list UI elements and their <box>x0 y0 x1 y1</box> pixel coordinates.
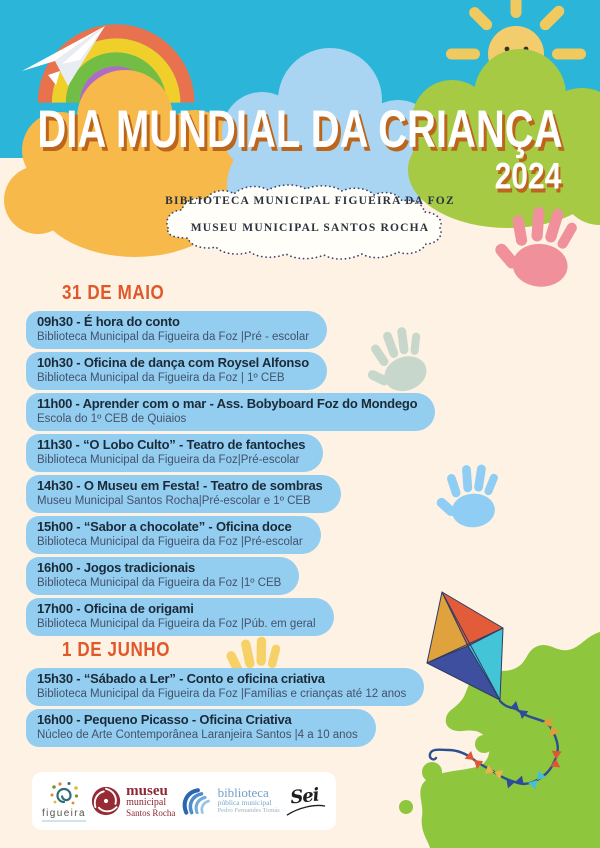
event-pill <box>26 311 327 349</box>
museu-logo-line3: Santos Rocha <box>126 807 176 818</box>
biblioteca-logo-line2: pública municipal <box>217 798 272 807</box>
section-june-1 <box>26 638 424 750</box>
event-pill <box>26 434 323 472</box>
museu-logo-line1: museu <box>126 782 168 799</box>
museu-logo-line2: municipal <box>126 796 167 808</box>
event-title: 10h30 - Oficina de dança com Roysel Alfonso <box>37 355 309 370</box>
event-title: 11h30 - “O Lobo Culto” - Teatro de fantoches <box>37 437 306 452</box>
event-details: Biblioteca Municipal da Figueira da Foz |Pré-escolar <box>37 536 303 548</box>
biblioteca-wave-icon <box>180 785 214 817</box>
poster-title: DIA MUNDIAL DA CRIANÇA <box>37 101 563 160</box>
organizer-line-1: BIBLIOTECA MUNICIPAL FIGUEIRA DA FOZ <box>165 195 455 207</box>
figueira-logo <box>42 781 86 822</box>
event-title: 16h00 - Pequeno Picasso - Oficina Criativa <box>37 712 292 727</box>
section-heading: 31 DE MAIO <box>62 281 165 304</box>
sei-logo-text: Sei <box>289 784 320 808</box>
section-may-31 <box>26 281 435 639</box>
poster-year: 2024 <box>494 156 562 198</box>
event-pill <box>26 598 334 636</box>
event-title: 15h30 - “Sábado a Ler” - Conto e oficina criativa <box>37 671 325 686</box>
event-details: Museu Municipal Santos Rocha|Pré-escolar e 1º CEB <box>37 495 311 507</box>
bubble-cloud-outline <box>158 180 462 262</box>
handprint-blue-icon <box>430 445 516 538</box>
event-details: Biblioteca Municipal da Figueira da Foz | 1º CEB <box>37 372 285 384</box>
event-title: 09h30 - É hora do conto <box>37 314 180 329</box>
event-title: 17h00 - Oficina de origami <box>37 601 194 616</box>
event-pill <box>26 352 327 390</box>
event-pill <box>26 668 424 706</box>
event-details: Biblioteca Municipal da Figueira da Foz |1º CEB <box>37 577 282 589</box>
biblioteca-logo-line1: biblioteca <box>217 785 269 800</box>
sei-logo <box>283 786 327 815</box>
event-details: Biblioteca Municipal da Figueira da Foz |Púb. em geral <box>37 618 316 630</box>
event-title: 11h00 - Aprender com o mar - Ass. Bobyboard Foz do Mondego <box>37 396 418 411</box>
organizers-bubble <box>158 180 462 262</box>
event-pill <box>26 557 299 595</box>
kite-icon <box>427 592 503 700</box>
event-pill <box>26 709 376 747</box>
section-heading: 1 DE JUNHO <box>62 638 171 661</box>
logo-card <box>32 772 336 830</box>
event-details: Biblioteca Municipal da Figueira da Foz |Pré - escolar <box>37 331 310 343</box>
museu-municipal-logo <box>90 782 176 818</box>
event-pill <box>26 393 435 431</box>
organizer-line-2: MUSEU MUNICIPAL SANTOS ROCHA <box>190 222 430 234</box>
event-details: Biblioteca Municipal da Figueira da Foz|Pré-escolar <box>37 454 300 466</box>
museu-pinwheel-icon <box>90 785 122 817</box>
figueira-logo-text: figueira <box>42 808 86 822</box>
biblioteca-logo <box>180 785 280 817</box>
event-title: 14h30 - O Museu em Festa! - Teatro de sombras <box>37 478 323 493</box>
event-pill <box>26 475 341 513</box>
event-pill <box>26 516 321 554</box>
event-title: 15h00 - “Sabor a chocolate” - Oficina doce <box>37 519 292 534</box>
biblioteca-logo-line3: Pedro Fernandes Tomás <box>217 807 280 814</box>
event-details: Núcleo de Arte Contemporânea Laranjeira Santos |4 a 10 anos <box>37 729 358 741</box>
event-title: 16h00 - Jogos tradicionais <box>37 560 196 575</box>
figueira-spiral-icon <box>49 781 79 807</box>
event-details: Escola do 1º CEB de Quiaios <box>37 413 187 425</box>
event-details: Biblioteca Municipal da Figueira da Foz |Famílias e crianças até 12 anos <box>37 688 407 700</box>
